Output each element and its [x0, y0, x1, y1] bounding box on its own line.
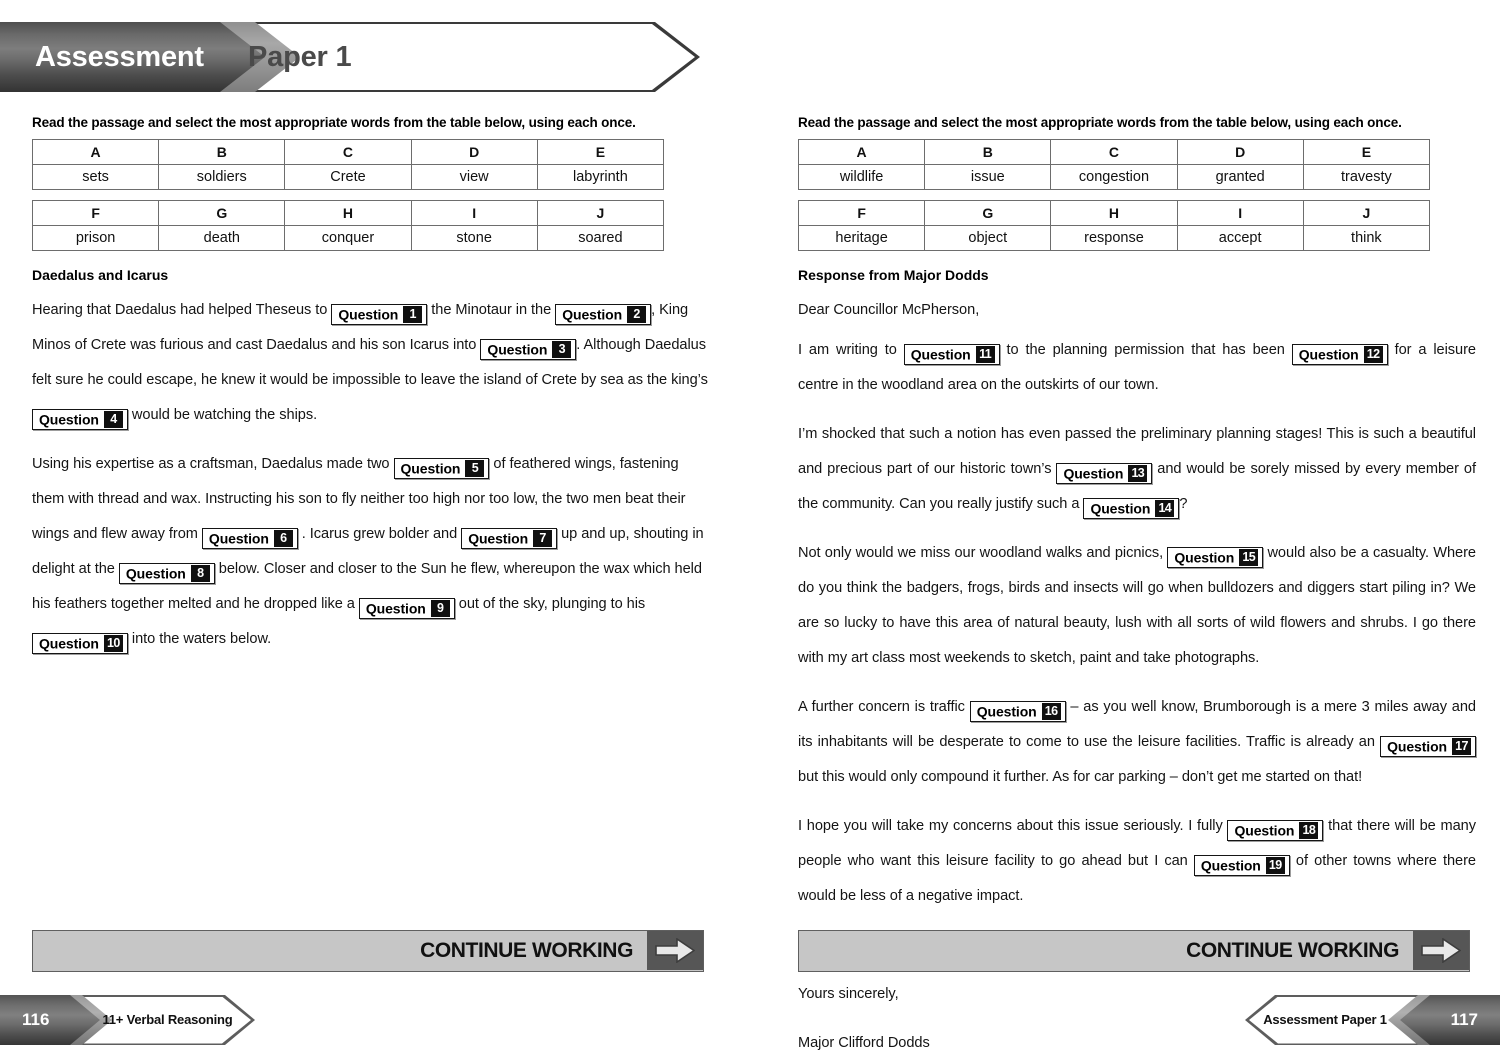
question-chip-11[interactable] [904, 344, 1000, 365]
right-page-content [798, 115, 1476, 1061]
continue-working-bar-right[interactable] [798, 930, 1470, 972]
table-cell: granted [1177, 165, 1303, 190]
page-footer-left [0, 995, 255, 1045]
text-run: wax which held his feathers together melted and he dropped like a [32, 561, 702, 612]
text-run: but this would only compound it further. As for car parking – don’t get me started on that! [798, 769, 1363, 785]
table-cell: think [1303, 226, 1429, 251]
question-chip-number: 13 [1128, 465, 1147, 482]
question-chip-number: 4 [104, 411, 123, 428]
left-passage-title: Daedalus and Icarus [32, 267, 169, 283]
right-paragraph-5 [798, 809, 1476, 914]
question-chip-label: Question [365, 600, 426, 617]
question-chip-5[interactable] [394, 458, 490, 479]
question-chip-label: Question [910, 346, 971, 363]
question-chip-label: Question [1298, 346, 1359, 363]
right-instruction-text: Read the passage and select the most appropriate words from the table below, using each once. [798, 115, 1402, 130]
question-chip-label: Question [400, 460, 461, 477]
text-run: for a leisure centre in the woodland area on the outskirts of our town. [798, 342, 1476, 393]
right-paragraph-4 [798, 690, 1476, 795]
table-row [33, 140, 664, 165]
table-cell: heritage [799, 226, 925, 251]
table-header-cell: A [799, 140, 925, 165]
text-run: plunging to his [551, 596, 646, 612]
question-chip-label: Question [1200, 857, 1261, 874]
right-word-table-2 [798, 200, 1430, 251]
question-chip-number: 18 [1299, 822, 1318, 839]
left-paragraph-1 [32, 293, 710, 433]
continue-arrow-container-left[interactable] [647, 931, 703, 970]
question-chip-label: Question [1174, 549, 1235, 566]
text-run: I hope you will take my concerns about this issue seriously. I fully [798, 818, 1223, 834]
right-paragraph-2 [798, 417, 1476, 522]
letter-closing: Yours sincerely, [798, 986, 899, 1002]
table-header-cell: J [1303, 201, 1429, 226]
table-cell: stone [411, 226, 537, 251]
table-cell: view [411, 165, 537, 190]
continue-working-bar-left[interactable] [32, 930, 704, 972]
question-chip-label: Question [125, 565, 186, 582]
table-row [33, 201, 664, 226]
table-header-cell: G [159, 201, 285, 226]
table-header-cell: E [1303, 140, 1429, 165]
text-run: Not only would we miss our woodland walks and picnics, [798, 545, 1164, 561]
table-header-cell: J [537, 201, 663, 226]
question-chip-3[interactable] [480, 339, 576, 360]
table-cell: sets [33, 165, 159, 190]
question-chip-number: 2 [627, 306, 646, 323]
question-chip-15[interactable] [1167, 547, 1263, 568]
text-run: that there will be many people who want this leisure facility to go ahead but I can [798, 818, 1476, 869]
text-run: ? [1179, 496, 1188, 512]
table-header-cell: H [1051, 201, 1177, 226]
right-paragraph-3 [798, 536, 1476, 676]
left-paragraph-2 [32, 447, 710, 657]
text-run: Daedalus felt sure he could escape, he knew it would be impossible to leave the island of Crete by sea [32, 337, 706, 388]
question-chip-label: Question [468, 530, 529, 547]
footer-title-left: 11+ Verbal Reasoning [102, 1012, 233, 1027]
table-cell: travesty [1303, 165, 1429, 190]
left-word-table-1 [32, 139, 664, 190]
table-header-cell: H [285, 201, 411, 226]
text-run: . Although [576, 337, 641, 353]
table-header-cell: I [1177, 201, 1303, 226]
question-chip-label: Question [562, 306, 623, 323]
text-run: shouting in delight at the [32, 526, 704, 577]
right-paragraph-1 [798, 333, 1476, 403]
table-header-cell: A [33, 140, 159, 165]
question-chip-label: Question [338, 306, 399, 323]
text-run: King Minos of Crete was furious and cast Daedalus and his son Icarus into [32, 302, 689, 353]
text-run: of other towns where there would be less of a negative impact. [798, 853, 1476, 904]
question-chip-number: 17 [1452, 738, 1471, 755]
table-cell: death [159, 226, 285, 251]
question-chip-13[interactable] [1056, 463, 1152, 484]
question-chip-number: 6 [274, 530, 293, 547]
question-chip-number: 9 [431, 600, 450, 617]
question-chip-10[interactable] [32, 633, 128, 654]
left-word-table-2 [32, 200, 664, 251]
question-chip-label: Question [976, 703, 1037, 720]
question-chip-19[interactable] [1194, 855, 1290, 876]
table-cell: conquer [285, 226, 411, 251]
question-chip-label: Question [39, 635, 99, 652]
table-row [799, 226, 1430, 251]
question-chip-number: 11 [976, 346, 995, 363]
question-chip-label: Question [1063, 465, 1124, 482]
text-run: out of the sky, [458, 596, 548, 612]
text-run: their wings and flew away from [32, 491, 686, 542]
page-number-right: 117 [1450, 1010, 1478, 1029]
table-header-cell: E [537, 140, 663, 165]
table-header-cell: G [925, 201, 1051, 226]
table-cell: Crete [285, 165, 411, 190]
table-cell: wildlife [799, 165, 925, 190]
text-run: up and up, [561, 526, 630, 542]
table-row [799, 165, 1430, 190]
text-run: I am writing to [798, 342, 897, 358]
right-passage-title: Response from Major Dodds [798, 267, 989, 283]
table-cell: labyrinth [537, 165, 663, 190]
question-chip-number: 15 [1239, 549, 1258, 566]
question-chip-label: Question [1387, 738, 1447, 755]
table-row [33, 226, 664, 251]
left-page-content [32, 115, 710, 657]
text-run: , [651, 302, 656, 318]
table-header-cell: C [1051, 140, 1177, 165]
table-header-cell: C [285, 140, 411, 165]
table-header-cell: B [925, 140, 1051, 165]
page-number-left: 116 [22, 1010, 50, 1029]
question-chip-4[interactable] [32, 409, 128, 430]
table-row [799, 140, 1430, 165]
question-chip-12[interactable] [1292, 344, 1388, 365]
right-arrow-icon [655, 938, 695, 963]
text-run: – as you well know, Brumborough is a mere 3 miles away and its inhabitants will be desperate to come to use the leisure facilities. Traffic is already an [798, 699, 1476, 750]
text-run: and would be sorely missed by every member of the community. Can you really justify such a [798, 461, 1476, 512]
question-chip-number: 10 [104, 635, 123, 652]
question-chip-number: 12 [1364, 346, 1383, 363]
table-header-cell: F [33, 201, 159, 226]
text-run: would also be a casualty. Where do you think the badgers, frogs, birds and insects will go when bulldozers and diggers start piling in? We are so lucky to have this area of natural beauty, lush with all sorts of wild flowers and shrubs. I go there with my art class most weekends to sketch, paint and take photographs. [798, 545, 1476, 666]
question-chip-18[interactable] [1227, 820, 1323, 841]
continue-working-label-right: CONTINUE WORKING [1186, 939, 1399, 962]
question-chip-label: Question [39, 411, 99, 428]
question-chip-number: 3 [552, 341, 571, 358]
text-run: as the king’s [627, 372, 708, 388]
continue-working-label-left: CONTINUE WORKING [420, 939, 633, 962]
text-run: would be watching the ships. [131, 407, 318, 423]
question-chip-6[interactable] [202, 528, 298, 549]
right-word-table-1 [798, 139, 1430, 190]
question-chip-17[interactable] [1380, 736, 1476, 757]
letter-signature: Major Clifford Dodds [798, 1035, 930, 1051]
table-cell: prison [33, 226, 159, 251]
table-cell: response [1051, 226, 1177, 251]
left-instruction-text: Read the passage and select the most appropriate words from the table below, using each once. [32, 115, 636, 130]
question-chip-number: 5 [465, 460, 484, 477]
table-cell: issue [925, 165, 1051, 190]
question-chip-2[interactable] [555, 304, 651, 325]
text-run: Using his expertise as a craftsman, Daedalus made two [32, 456, 390, 472]
question-chip-1[interactable] [331, 304, 427, 325]
right-arrow-icon [1421, 938, 1461, 963]
text-run: of feathered wings, fastening [493, 456, 679, 472]
text-run: I’m shocked that such a notion has even passed the preliminary planning stages! This is such a beautiful and precious part of our historic town’s [798, 426, 1476, 477]
text-run: below. Closer and closer to the Sun he flew, whereupon the [218, 561, 600, 577]
question-chip-number: 1 [403, 306, 422, 323]
page-header-banner [0, 22, 700, 92]
question-chip-number: 8 [191, 565, 210, 582]
question-chip-number: 7 [533, 530, 552, 547]
table-cell: soldiers [159, 165, 285, 190]
question-chip-label: Question [487, 341, 548, 358]
table-header-cell: F [799, 201, 925, 226]
question-chip-9[interactable] [359, 598, 455, 619]
question-chip-16[interactable] [970, 701, 1066, 722]
question-chip-number: 14 [1155, 500, 1174, 517]
header-assessment-title: Assessment [35, 41, 204, 73]
question-chip-number: 19 [1266, 857, 1285, 874]
page-footer-right [1245, 995, 1500, 1045]
table-cell: soared [537, 226, 663, 251]
table-header-cell: D [1177, 140, 1303, 165]
text-run: the Minotaur in the [431, 302, 552, 318]
letter-salutation: Dear Councillor McPherson, [798, 302, 980, 318]
text-run: to the planning permission that has been [1006, 342, 1285, 358]
table-header-cell: I [411, 201, 537, 226]
question-chip-label: Question [1090, 500, 1151, 517]
question-chip-7[interactable] [461, 528, 557, 549]
table-cell: object [925, 226, 1051, 251]
table-header-cell: D [411, 140, 537, 165]
header-paper-title: Paper 1 [248, 41, 352, 73]
text-run: into the waters below. [131, 631, 272, 647]
question-chip-label: Question [1234, 822, 1295, 839]
text-run: them with thread and wax. Instructing his son to fly neither too high nor too low, the two men beat [32, 491, 654, 507]
text-run: . Icarus grew bolder and [301, 526, 458, 542]
table-row [33, 165, 664, 190]
table-header-cell: B [159, 140, 285, 165]
table-cell: congestion [1051, 165, 1177, 190]
table-cell: accept [1177, 226, 1303, 251]
continue-arrow-container-right[interactable] [1413, 931, 1469, 970]
text-run: A further concern is traffic [798, 699, 965, 715]
question-chip-14[interactable] [1083, 498, 1179, 519]
question-chip-8[interactable] [119, 563, 215, 584]
question-chip-label: Question [208, 530, 269, 547]
footer-title-right: Assessment Paper 1 [1263, 1012, 1387, 1027]
table-row [799, 201, 1430, 226]
text-run: Hearing that Daedalus had helped Theseus to [32, 302, 328, 318]
question-chip-number: 16 [1042, 703, 1061, 720]
